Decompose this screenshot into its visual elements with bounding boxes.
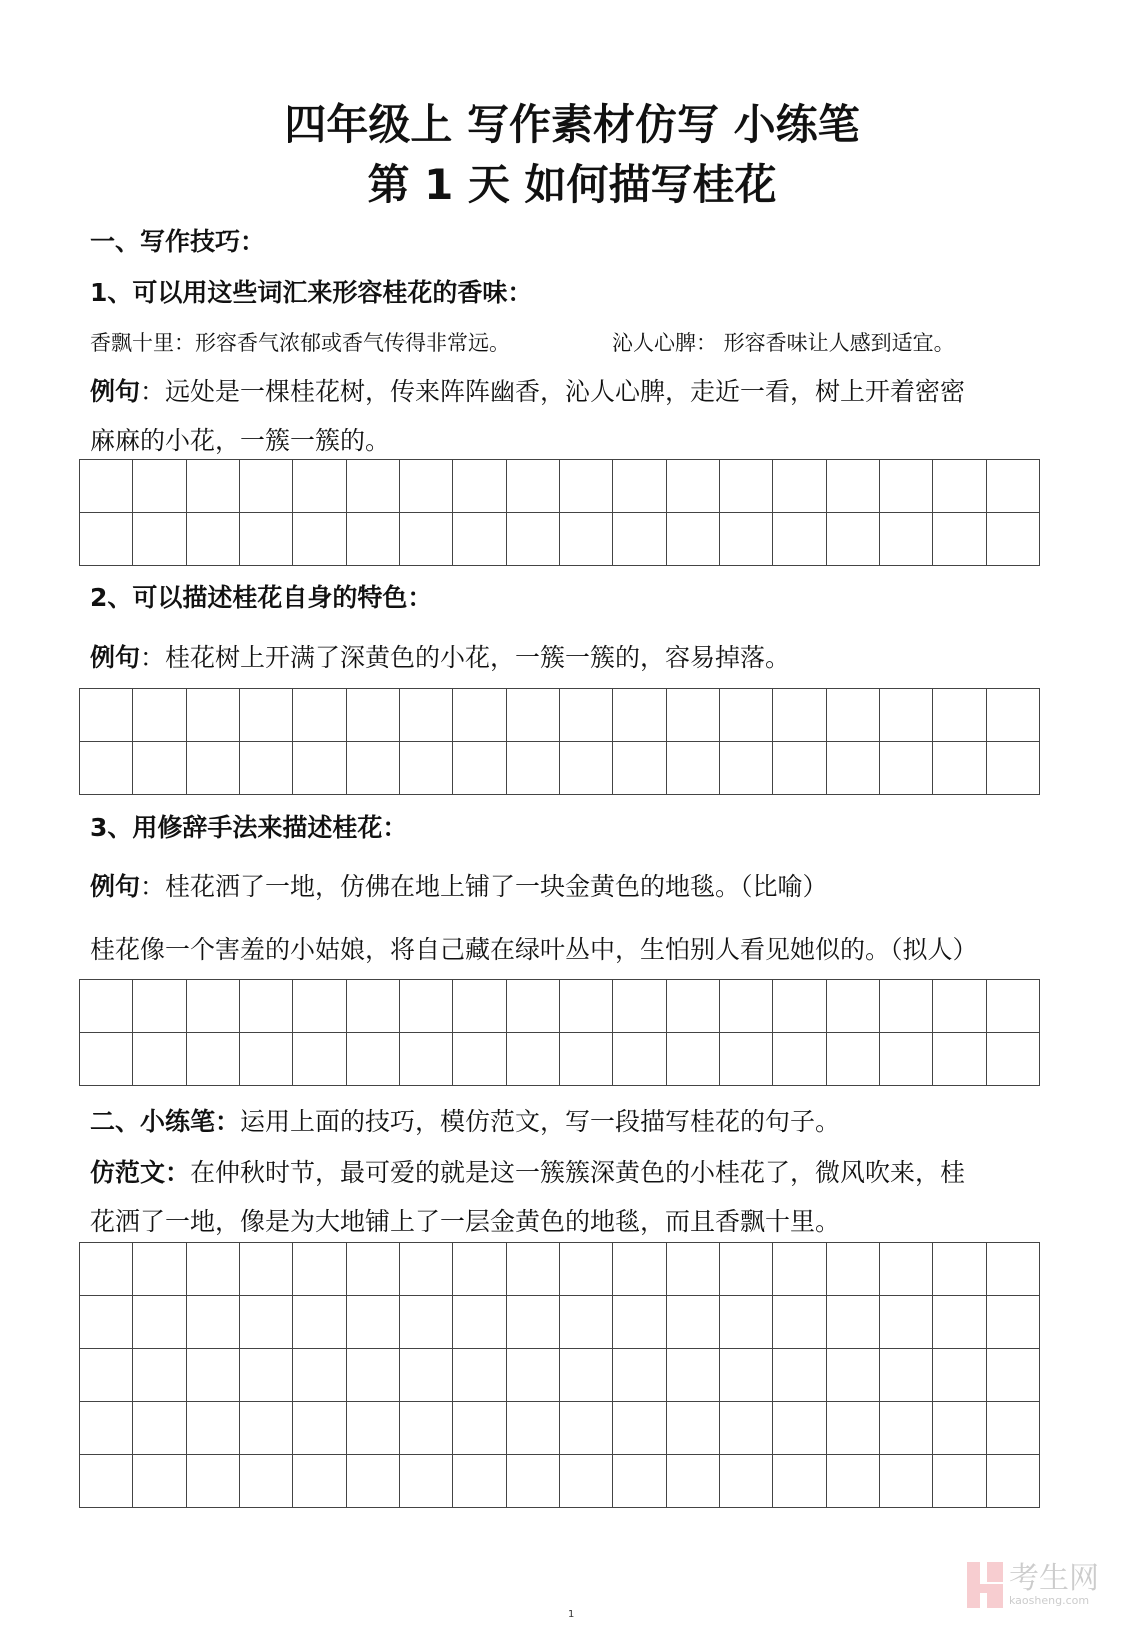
grid-cell[interactable] bbox=[453, 1455, 506, 1508]
grid-cell[interactable] bbox=[773, 1243, 826, 1296]
writing-grid-2[interactable] bbox=[79, 688, 1040, 795]
grid-cell[interactable] bbox=[933, 460, 986, 513]
grid-cell[interactable] bbox=[880, 1349, 933, 1402]
writing-grid-3[interactable] bbox=[79, 979, 1040, 1086]
grid-cell[interactable] bbox=[667, 1243, 720, 1296]
model-text: 在仲秋时节，最可爱的就是这一簇簇深黄色的小桂花了，微风吹来，桂 bbox=[190, 1158, 966, 1187]
grid-cell[interactable] bbox=[133, 460, 186, 513]
grid-cell[interactable] bbox=[187, 1033, 240, 1086]
grid-cell[interactable] bbox=[613, 1033, 666, 1086]
grid-cell[interactable] bbox=[560, 1033, 613, 1086]
example-label: 例句 bbox=[90, 872, 141, 901]
term2: 沁人心脾： 形容香味让人感到适宜。 bbox=[612, 331, 955, 355]
grid-cell[interactable] bbox=[987, 460, 1040, 513]
grid-cell[interactable] bbox=[827, 689, 880, 742]
grid-cell[interactable] bbox=[347, 513, 400, 566]
grid-cell[interactable] bbox=[400, 1402, 453, 1455]
grid-cell[interactable] bbox=[507, 742, 560, 795]
grid-cell[interactable] bbox=[507, 1349, 560, 1402]
grid-cell[interactable] bbox=[613, 689, 666, 742]
grid-cell[interactable] bbox=[720, 1349, 773, 1402]
grid-cell[interactable] bbox=[827, 1402, 880, 1455]
item3-example2: 桂花像一个害羞的小姑娘，将自己藏在绿叶丛中，生怕别人看见她似的。（拟人） bbox=[90, 935, 978, 964]
grid-cell[interactable] bbox=[667, 460, 720, 513]
writing-grid-4[interactable] bbox=[79, 1242, 1040, 1508]
grid-cell[interactable] bbox=[293, 513, 346, 566]
grid-cell[interactable] bbox=[560, 1349, 613, 1402]
grid-cell[interactable] bbox=[773, 689, 826, 742]
section1-heading: 一、写作技巧： bbox=[90, 227, 266, 256]
grid-cell[interactable] bbox=[80, 742, 133, 795]
grid-cell[interactable] bbox=[773, 742, 826, 795]
grid-cell[interactable] bbox=[773, 1349, 826, 1402]
item3-example1 bbox=[90, 874, 828, 899]
grid-cell[interactable] bbox=[880, 460, 933, 513]
model-line1 bbox=[90, 1160, 965, 1185]
grid-cell[interactable] bbox=[507, 689, 560, 742]
grid-cell[interactable] bbox=[667, 1455, 720, 1508]
item1-example-line2: 麻麻的小花，一簇一簇的。 bbox=[90, 426, 391, 455]
grid-cell[interactable] bbox=[667, 1033, 720, 1086]
grid-cell[interactable] bbox=[187, 1402, 240, 1455]
grid-cell[interactable] bbox=[80, 1033, 133, 1086]
grid-cell[interactable] bbox=[987, 689, 1040, 742]
grid-cell[interactable] bbox=[560, 1402, 613, 1455]
grid-cell[interactable] bbox=[613, 1402, 666, 1455]
grid-cell[interactable] bbox=[773, 1296, 826, 1349]
grid-cell[interactable] bbox=[667, 1349, 720, 1402]
grid-cell[interactable] bbox=[720, 1033, 773, 1086]
grid-cell[interactable] bbox=[560, 742, 613, 795]
grid-cell[interactable] bbox=[453, 742, 506, 795]
grid-cell[interactable] bbox=[80, 460, 133, 513]
grid-cell[interactable] bbox=[613, 513, 666, 566]
grid-cell[interactable] bbox=[453, 1243, 506, 1296]
section2-heading: 二、小练笔： bbox=[90, 1107, 241, 1136]
grid-cell[interactable] bbox=[347, 1033, 400, 1086]
grid-cell[interactable] bbox=[133, 1033, 186, 1086]
item1-heading: 1、可以用这些词汇来形容桂花的香味： bbox=[90, 278, 533, 307]
grid-cell[interactable] bbox=[933, 513, 986, 566]
grid-cell[interactable] bbox=[240, 1455, 293, 1508]
grid-cell[interactable] bbox=[453, 689, 506, 742]
grid-cell[interactable] bbox=[560, 1455, 613, 1508]
grid-cell[interactable] bbox=[720, 1243, 773, 1296]
term1: 香飘十里：形容香气浓郁或香气传得非常远。 bbox=[90, 331, 510, 355]
grid-cell[interactable] bbox=[827, 1296, 880, 1349]
grid-cell[interactable] bbox=[400, 689, 453, 742]
grid-cell[interactable] bbox=[347, 1402, 400, 1455]
grid-cell[interactable] bbox=[133, 742, 186, 795]
grid-cell[interactable] bbox=[827, 1243, 880, 1296]
model-label: 仿范文： bbox=[90, 1158, 191, 1187]
grid-cell[interactable] bbox=[187, 1296, 240, 1349]
grid-cell[interactable] bbox=[827, 460, 880, 513]
grid-cell[interactable] bbox=[987, 742, 1040, 795]
grid-cell[interactable] bbox=[827, 1033, 880, 1086]
grid-cell[interactable] bbox=[80, 1349, 133, 1402]
example-label: 例句 bbox=[90, 377, 141, 406]
grid-cell[interactable] bbox=[720, 460, 773, 513]
grid-cell[interactable] bbox=[133, 1296, 186, 1349]
grid-cell[interactable] bbox=[560, 1243, 613, 1296]
grid-cell[interactable] bbox=[613, 1243, 666, 1296]
grid-cell[interactable] bbox=[880, 1455, 933, 1508]
grid-cell[interactable] bbox=[293, 1243, 346, 1296]
item1-example-line1 bbox=[90, 379, 965, 404]
grid-cell[interactable] bbox=[240, 460, 293, 513]
grid-cell[interactable] bbox=[667, 1402, 720, 1455]
grid-cell[interactable] bbox=[880, 1296, 933, 1349]
grid-cell[interactable] bbox=[720, 689, 773, 742]
grid-cell[interactable] bbox=[400, 1349, 453, 1402]
title-line1: 四年级上 写作素材仿写 小练笔 bbox=[284, 100, 860, 149]
grid-cell[interactable] bbox=[667, 1296, 720, 1349]
grid-cell[interactable] bbox=[80, 1296, 133, 1349]
grid-cell[interactable] bbox=[827, 513, 880, 566]
grid-cell[interactable] bbox=[400, 1033, 453, 1086]
grid-cell[interactable] bbox=[133, 689, 186, 742]
grid-cell[interactable] bbox=[987, 513, 1040, 566]
item3-heading: 3、用修辞手法来描述桂花： bbox=[90, 813, 408, 842]
watermark-domain: kaosheng.com bbox=[1009, 1593, 1090, 1607]
grid-cell[interactable] bbox=[347, 742, 400, 795]
grid-cell[interactable] bbox=[240, 1402, 293, 1455]
grid-cell[interactable] bbox=[80, 689, 133, 742]
grid-cell[interactable] bbox=[240, 1033, 293, 1086]
grid-cell[interactable] bbox=[933, 1349, 986, 1402]
grid-cell[interactable] bbox=[347, 689, 400, 742]
grid-cell[interactable] bbox=[133, 513, 186, 566]
grid-cell[interactable] bbox=[827, 980, 880, 1033]
watermark bbox=[967, 1562, 1099, 1608]
grid-cell[interactable] bbox=[293, 742, 346, 795]
example-text: ：远处是一棵桂花树，传来阵阵幽香，沁人心脾，走近一看，树上开着密密 bbox=[140, 377, 966, 406]
grid-cell[interactable] bbox=[400, 1243, 453, 1296]
grid-cell[interactable] bbox=[613, 1349, 666, 1402]
grid-cell[interactable] bbox=[933, 1296, 986, 1349]
section2-intro bbox=[90, 1109, 840, 1134]
grid-cell[interactable] bbox=[720, 1402, 773, 1455]
grid-cell[interactable] bbox=[507, 1243, 560, 1296]
grid-cell[interactable] bbox=[560, 1296, 613, 1349]
watermark-name: 考生网 bbox=[1009, 1560, 1099, 1596]
grid-cell[interactable] bbox=[827, 1349, 880, 1402]
grid-cell[interactable] bbox=[240, 1296, 293, 1349]
grid-cell[interactable] bbox=[507, 1296, 560, 1349]
section2-instruction: 运用上面的技巧，模仿范文，写一段描写桂花的句子。 bbox=[240, 1107, 841, 1136]
grid-cell[interactable] bbox=[453, 1402, 506, 1455]
grid-cell[interactable] bbox=[400, 1455, 453, 1508]
grid-cell[interactable] bbox=[187, 980, 240, 1033]
grid-cell[interactable] bbox=[453, 460, 506, 513]
grid-cell[interactable] bbox=[133, 980, 186, 1033]
grid-cell[interactable] bbox=[827, 1455, 880, 1508]
grid-cell[interactable] bbox=[187, 1455, 240, 1508]
grid-cell[interactable] bbox=[773, 1402, 826, 1455]
grid-cell[interactable] bbox=[507, 1402, 560, 1455]
grid-cell[interactable] bbox=[453, 1349, 506, 1402]
grid-cell[interactable] bbox=[773, 460, 826, 513]
model-line2: 花洒了一地，像是为大地铺上了一层金黄色的地毯，而且香飘十里。 bbox=[90, 1207, 841, 1236]
writing-grid-1[interactable] bbox=[79, 459, 1040, 566]
grid-cell[interactable] bbox=[880, 689, 933, 742]
grid-cell[interactable] bbox=[240, 1243, 293, 1296]
watermark-logo-icon bbox=[967, 1562, 1003, 1608]
grid-cell[interactable] bbox=[347, 980, 400, 1033]
grid-cell[interactable] bbox=[613, 1296, 666, 1349]
grid-cell[interactable] bbox=[187, 460, 240, 513]
grid-cell[interactable] bbox=[347, 460, 400, 513]
grid-cell[interactable] bbox=[560, 980, 613, 1033]
grid-cell[interactable] bbox=[240, 742, 293, 795]
grid-cell[interactable] bbox=[80, 1455, 133, 1508]
grid-cell[interactable] bbox=[80, 513, 133, 566]
grid-cell[interactable] bbox=[293, 1455, 346, 1508]
grid-cell[interactable] bbox=[293, 1402, 346, 1455]
grid-cell[interactable] bbox=[187, 1349, 240, 1402]
grid-cell[interactable] bbox=[880, 1243, 933, 1296]
grid-cell[interactable] bbox=[613, 1455, 666, 1508]
grid-cell[interactable] bbox=[987, 1402, 1040, 1455]
grid-cell[interactable] bbox=[987, 980, 1040, 1033]
grid-cell[interactable] bbox=[987, 1349, 1040, 1402]
grid-cell[interactable] bbox=[987, 1033, 1040, 1086]
grid-cell[interactable] bbox=[347, 1455, 400, 1508]
grid-cell[interactable] bbox=[613, 460, 666, 513]
grid-cell[interactable] bbox=[293, 1033, 346, 1086]
item2-heading: 2、可以描述桂花自身的特色： bbox=[90, 583, 433, 612]
grid-cell[interactable] bbox=[187, 513, 240, 566]
grid-cell[interactable] bbox=[560, 689, 613, 742]
grid-cell[interactable] bbox=[933, 980, 986, 1033]
grid-cell[interactable] bbox=[933, 1455, 986, 1508]
grid-cell[interactable] bbox=[80, 1243, 133, 1296]
grid-cell[interactable] bbox=[880, 742, 933, 795]
grid-cell[interactable] bbox=[773, 513, 826, 566]
grid-cell[interactable] bbox=[240, 689, 293, 742]
grid-cell[interactable] bbox=[293, 1349, 346, 1402]
grid-cell[interactable] bbox=[987, 1243, 1040, 1296]
example-label: 例句 bbox=[90, 643, 141, 672]
grid-cell[interactable] bbox=[933, 1402, 986, 1455]
grid-cell[interactable] bbox=[453, 1033, 506, 1086]
grid-cell[interactable] bbox=[933, 1033, 986, 1086]
grid-cell[interactable] bbox=[507, 1033, 560, 1086]
grid-cell[interactable] bbox=[80, 1402, 133, 1455]
grid-cell[interactable] bbox=[773, 1455, 826, 1508]
grid-cell[interactable] bbox=[933, 689, 986, 742]
grid-cell[interactable] bbox=[187, 689, 240, 742]
grid-cell[interactable] bbox=[80, 980, 133, 1033]
grid-cell[interactable] bbox=[613, 742, 666, 795]
grid-cell[interactable] bbox=[667, 742, 720, 795]
grid-cell[interactable] bbox=[293, 689, 346, 742]
page-number: 1 bbox=[568, 1609, 575, 1620]
grid-cell[interactable] bbox=[720, 1455, 773, 1508]
title-line2: 第 1 天 如何描写桂花 bbox=[367, 160, 777, 209]
grid-cell[interactable] bbox=[667, 980, 720, 1033]
grid-cell[interactable] bbox=[133, 1349, 186, 1402]
grid-cell[interactable] bbox=[453, 980, 506, 1033]
grid-cell[interactable] bbox=[880, 1033, 933, 1086]
grid-cell[interactable] bbox=[400, 513, 453, 566]
grid-cell[interactable] bbox=[347, 1243, 400, 1296]
grid-cell[interactable] bbox=[187, 1243, 240, 1296]
example-text: ：桂花树上开满了深黄色的小花，一簇一簇的，容易掉落。 bbox=[140, 643, 791, 672]
grid-cell[interactable] bbox=[400, 1296, 453, 1349]
grid-cell[interactable] bbox=[187, 742, 240, 795]
grid-cell[interactable] bbox=[987, 1455, 1040, 1508]
grid-cell[interactable] bbox=[453, 513, 506, 566]
grid-cell[interactable] bbox=[720, 742, 773, 795]
grid-cell[interactable] bbox=[453, 1296, 506, 1349]
grid-cell[interactable] bbox=[773, 1033, 826, 1086]
grid-cell[interactable] bbox=[400, 980, 453, 1033]
example-text: ：桂花洒了一地，仿佛在地上铺了一块金黄色的地毯。（比喻） bbox=[140, 872, 828, 901]
grid-cell[interactable] bbox=[293, 980, 346, 1033]
grid-cell[interactable] bbox=[827, 742, 880, 795]
grid-cell[interactable] bbox=[347, 1296, 400, 1349]
grid-cell[interactable] bbox=[720, 513, 773, 566]
grid-cell[interactable] bbox=[773, 980, 826, 1033]
grid-cell[interactable] bbox=[560, 460, 613, 513]
grid-cell[interactable] bbox=[507, 513, 560, 566]
grid-cell[interactable] bbox=[133, 1402, 186, 1455]
grid-cell[interactable] bbox=[507, 460, 560, 513]
grid-cell[interactable] bbox=[880, 513, 933, 566]
grid-cell[interactable] bbox=[880, 980, 933, 1033]
grid-cell[interactable] bbox=[240, 1349, 293, 1402]
grid-cell[interactable] bbox=[507, 980, 560, 1033]
grid-cell[interactable] bbox=[293, 460, 346, 513]
grid-cell[interactable] bbox=[987, 1296, 1040, 1349]
grid-cell[interactable] bbox=[400, 742, 453, 795]
grid-cell[interactable] bbox=[720, 1296, 773, 1349]
grid-cell[interactable] bbox=[133, 1243, 186, 1296]
grid-cell[interactable] bbox=[613, 980, 666, 1033]
grid-cell[interactable] bbox=[400, 460, 453, 513]
grid-cell[interactable] bbox=[933, 1243, 986, 1296]
grid-cell[interactable] bbox=[560, 513, 613, 566]
grid-cell[interactable] bbox=[507, 1455, 560, 1508]
grid-cell[interactable] bbox=[667, 689, 720, 742]
grid-cell[interactable] bbox=[133, 1455, 186, 1508]
grid-cell[interactable] bbox=[240, 980, 293, 1033]
grid-cell[interactable] bbox=[880, 1402, 933, 1455]
grid-cell[interactable] bbox=[240, 513, 293, 566]
grid-cell[interactable] bbox=[293, 1296, 346, 1349]
grid-cell[interactable] bbox=[720, 980, 773, 1033]
grid-cell[interactable] bbox=[667, 513, 720, 566]
item2-example bbox=[90, 645, 790, 670]
grid-cell[interactable] bbox=[933, 742, 986, 795]
grid-cell[interactable] bbox=[347, 1349, 400, 1402]
